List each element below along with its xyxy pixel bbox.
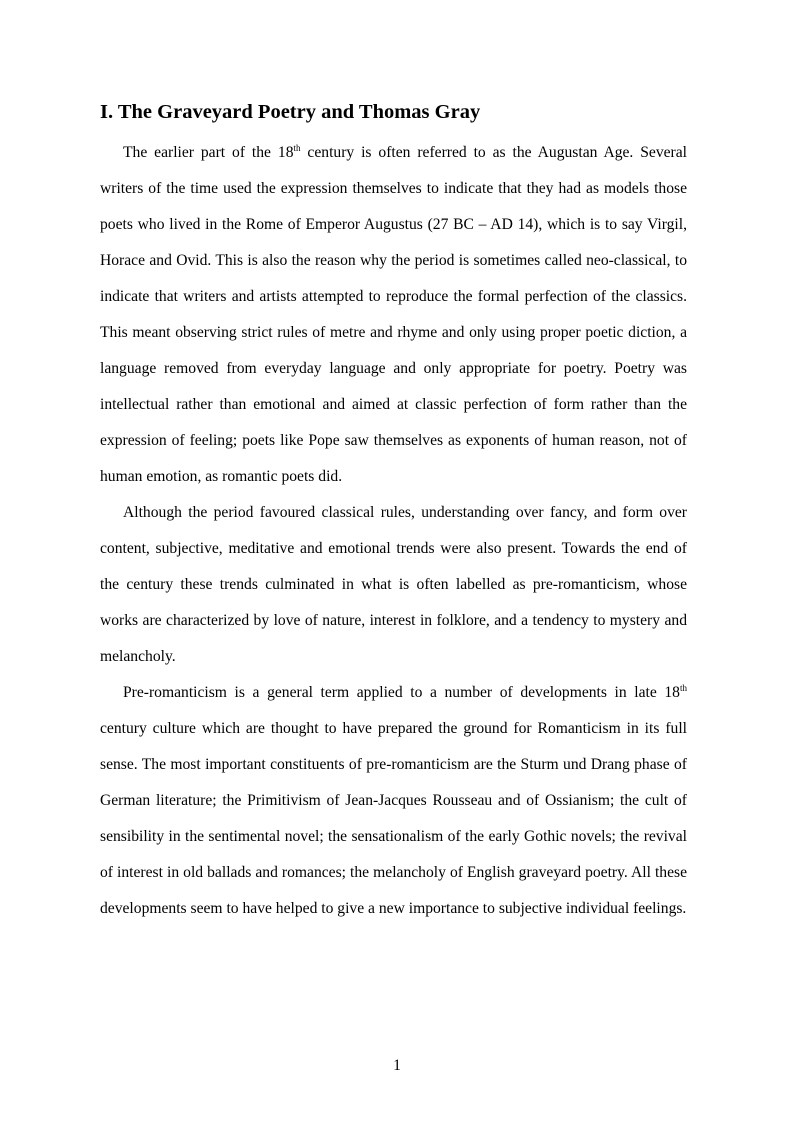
paragraph-text: century culture which are thought to have prepared the ground for Romanticism in its full sense. The most important constituents of pre-romanticism are the Sturm und Drang phase of German literature; the Primitivism of Jean-Jacques Rousseau and of Ossianism; the cult of sensibility in the sentimental novel; the sensationalism of the early Gothic novels; the revival of interest in old ballads and romances; the melancholy of English graveyard poetry. All these developments seem to have helped to give a new importance to subjective individual feelings. — [100, 720, 687, 917]
paragraph-pre-romanticism — [100, 675, 687, 927]
paragraph-text: century is often referred to as the Augustan Age. Several writers of the time used the expression themselves to indicate that they had as models those poets who lived in the Rome of Emperor Augustus (27 BC – AD 14), which is to say Virgil, Horace and Ovid. This is also the reason why the period is sometimes called neo-classical, to indicate that writers and artists attempted to reproduce the formal perfection of the classics. This meant observing strict rules of metre and rhyme and only using proper poetic diction, a language removed from everyday language and only appropriate for poetry. Poetry was intellectual rather than emotional and aimed at classic perfection of form rather than the expression of feeling; poets like Pope saw themselves as exponents of human reason, not of human emotion, as romantic poets did. — [100, 144, 688, 485]
page-number: 1 — [393, 1057, 401, 1074]
section-heading: I. The Graveyard Poetry and Thomas Gray — [100, 101, 481, 123]
paragraph-text: Pre-romanticism is a general term applied to a number of developments in late 18 — [123, 684, 680, 701]
body-text — [100, 135, 687, 927]
paragraph-emotional-trends: Although the period favoured classical rules, understanding over fancy, and form over content, subjective, meditative and emotional trends were also present. Towards the end of the century these trends culminated in what is often labelled as pre-romanticism, whose works are characterized by love of nature, interest in folklore, and a tendency to mystery and melancholy. — [100, 504, 687, 665]
paragraph-text: The earlier part of the 18 — [123, 144, 294, 161]
paragraph-augustan-age — [100, 135, 687, 495]
superscript-ordinal: th — [293, 143, 301, 153]
superscript-ordinal: th — [679, 683, 687, 693]
